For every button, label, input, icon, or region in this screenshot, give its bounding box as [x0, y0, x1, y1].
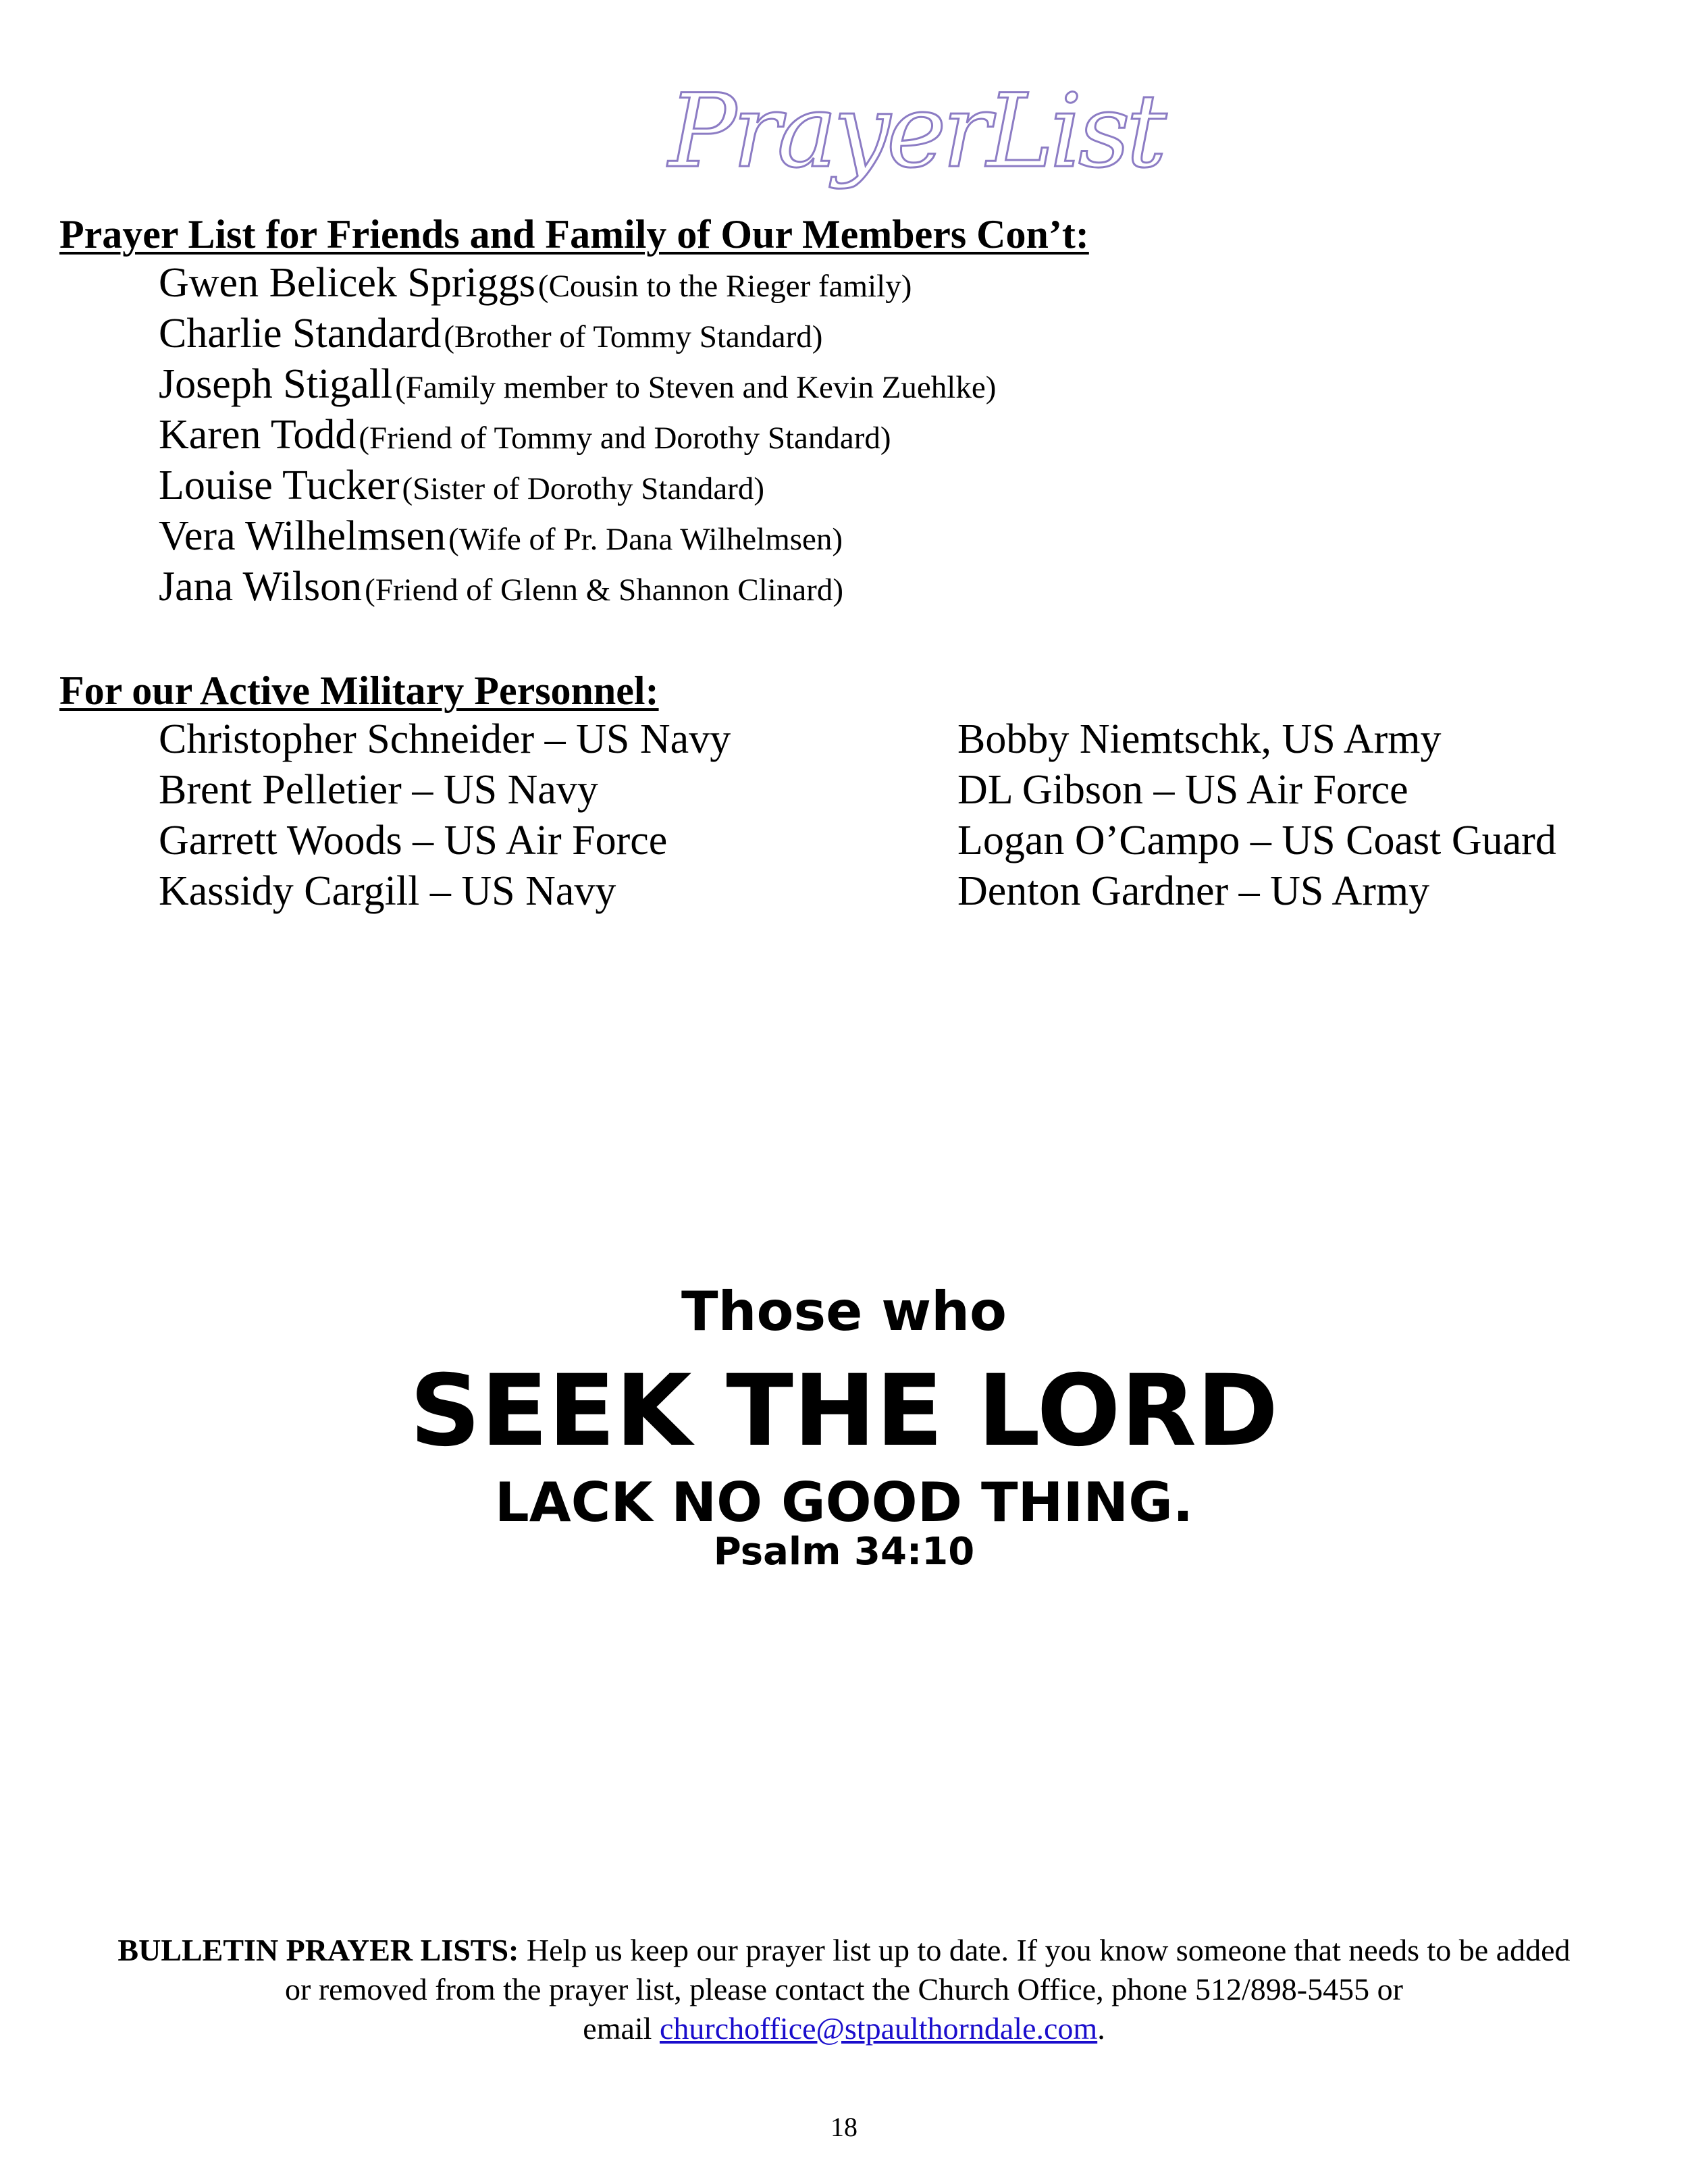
logo-text: PrayerList — [668, 73, 1163, 190]
list-item — [159, 359, 996, 410]
member-name: Karen Todd — [159, 412, 357, 458]
member-name: Jana Wilson — [159, 564, 363, 610]
list-item: Logan O’Campo – US Coast Guard — [957, 818, 1556, 863]
list-item — [159, 309, 996, 359]
list-item — [159, 562, 996, 612]
page-number: 18 — [830, 2112, 858, 2142]
footer-line-2: or removed from the prayer list, please contact the Church Office, phone 512/898-5455 or — [285, 1972, 1403, 2006]
military-list-left — [159, 714, 731, 917]
verse-reference: Psalm 34:10 — [713, 1530, 975, 1574]
list-item: Denton Gardner – US Army — [957, 868, 1430, 914]
list-item: DL Gibson – US Air Force — [957, 767, 1408, 813]
footer-text-3-prefix: email — [583, 2011, 660, 2046]
verse-line-1: Those who — [681, 1280, 1007, 1343]
member-name: Gwen Belicek Spriggs — [159, 260, 535, 306]
friends-family-heading: Prayer List for Friends and Family of Our Members Con’t: — [59, 212, 1089, 257]
footer-line-1 — [0, 1931, 1688, 1970]
list-item: Christopher Schneider – US Navy — [159, 716, 731, 762]
military-heading: For our Active Military Personnel: — [59, 668, 659, 713]
member-name: Joseph Stigall — [159, 361, 393, 407]
member-name: Charlie Standard — [159, 311, 442, 356]
prayer-list-logo — [668, 62, 1163, 204]
member-relation: (Family member to Steven and Kevin Zuehlke) — [395, 370, 997, 405]
member-relation: (Friend of Tommy and Dorothy Standard) — [359, 421, 891, 456]
list-item — [159, 258, 996, 309]
list-item — [159, 460, 996, 511]
email-link[interactable]: churchoffice@stpaulthorndale.com — [659, 2011, 1098, 2046]
footer-text-1: Help us keep our prayer list up to date. If you know someone that needs to be added — [519, 1933, 1571, 1967]
military-list-right — [957, 714, 1556, 917]
member-name: Vera Wilhelmsen — [159, 513, 446, 559]
member-relation: (Brother of Tommy Standard) — [444, 319, 823, 354]
member-relation: (Sister of Dorothy Standard) — [402, 471, 764, 506]
member-relation: (Wife of Pr. Dana Wilhelmsen) — [448, 522, 843, 557]
member-relation: (Cousin to the Rieger family) — [537, 269, 912, 304]
footer-text-3-suffix: . — [1097, 2011, 1105, 2046]
footer-label: BULLETIN PRAYER LISTS: — [117, 1933, 519, 1967]
friends-family-list — [159, 258, 996, 612]
list-item: Brent Pelletier – US Navy — [159, 767, 598, 813]
verse-line-3: LACK NO GOOD THING. — [494, 1471, 1194, 1534]
list-item: Bobby Niemtschk, US Army — [957, 716, 1442, 762]
verse-line-2: SEEK THE LORD — [409, 1354, 1279, 1468]
list-item — [159, 410, 996, 460]
member-name: Louise Tucker — [159, 462, 400, 508]
list-item — [159, 511, 996, 562]
footer-line-3 — [0, 2009, 1688, 2048]
member-relation: (Friend of Glenn & Shannon Clinard) — [365, 572, 843, 608]
list-item: Garrett Woods – US Air Force — [159, 818, 668, 863]
list-item: Kassidy Cargill – US Navy — [159, 868, 616, 914]
